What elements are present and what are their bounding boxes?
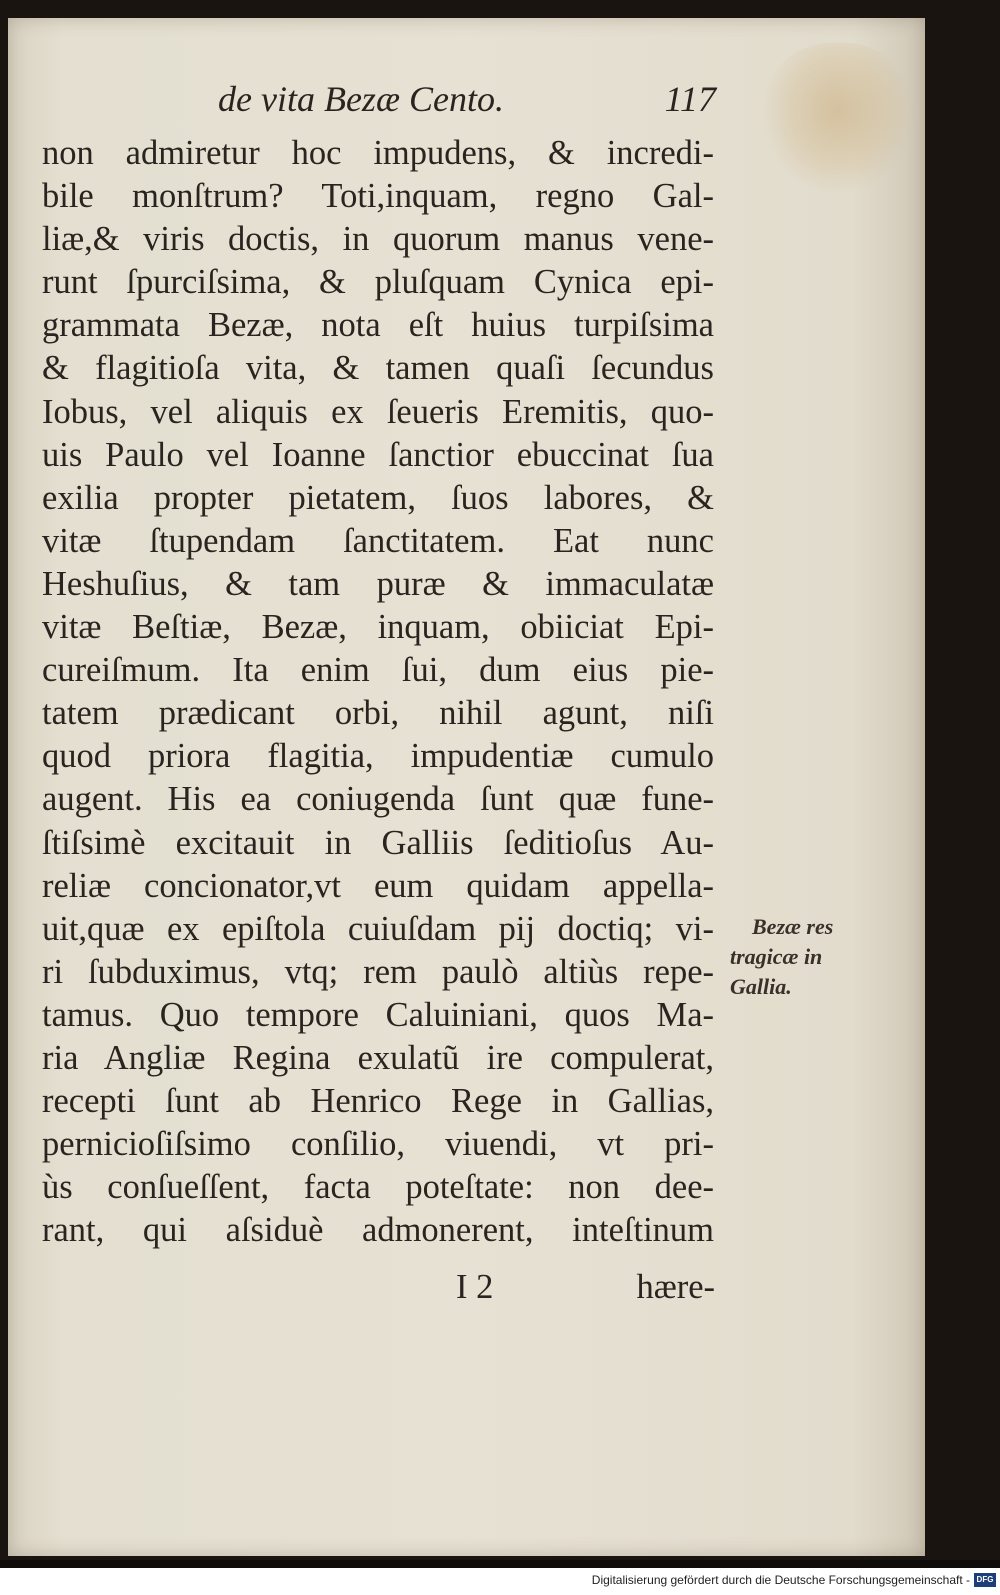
text-line: Iobus, vel aliquis ex ſeueris Eremitis, quo- (42, 392, 714, 431)
running-title: de vita Bezæ Cento. (218, 79, 504, 119)
text-line: ſtiſsimè excitauit in Galliis ſeditioſus Au- (42, 823, 714, 862)
text-line: uis Paulo vel Ioanne ſanctior ebuccinat ſua (42, 435, 714, 474)
dfg-logo: DFG (974, 1573, 996, 1587)
text-line: ria Angliæ Regina exulatũ ire compulerat, (42, 1038, 714, 1077)
text-line: ùs conſueſſent, facta poteſtate: non dee- (42, 1168, 714, 1207)
catchword: hære- (636, 1268, 715, 1306)
marginal-note-line: tragicæ in (730, 944, 823, 969)
page-footer (450, 1264, 715, 1314)
text-line: ri ſubduximus, vtq; rem paulò altiùs repe- (42, 952, 714, 991)
text-line: recepti ſunt ab Henrico Rege in Gallias, (42, 1082, 714, 1121)
credit-bar (0, 1568, 1000, 1595)
body-text (42, 132, 714, 1252)
water-stain (763, 43, 913, 193)
marginal-note-line: Gallia. (730, 974, 792, 999)
text-line: pernicioſiſsimo conſilio, viuendi, vt pri- (42, 1125, 714, 1164)
text-line: tamus. Quo tempore Caluiniani, quos Ma- (42, 995, 714, 1034)
text-line: grammata Bezæ, nota eſt huius turpiſsima (42, 306, 714, 345)
page-header (218, 70, 718, 130)
signature-mark: I 2 (456, 1268, 494, 1306)
text-line: reliæ concionator,vt eum quidam appella- (42, 866, 714, 905)
text-line: runt ſpurciſsima, & pluſquam Cynica epi- (42, 263, 714, 302)
text-line: & flagitioſa vita, & tamen quaſi ſecundus (42, 349, 714, 388)
credit-text: Digitalisierung gefördert durch die Deutsche Forschungsgemeinschaft - (591, 1573, 970, 1587)
text-line: uit,quæ ex epiſtola cuiuſdam pij doctiq; vi- (42, 909, 714, 948)
text-line: quod priora flagitia, impudentiæ cumulo (42, 737, 714, 776)
marginal-note-line: Bezæ res (752, 914, 834, 939)
text-line: vitæ Beſtiæ, Bezæ, inquam, obiiciat Epi- (42, 608, 714, 647)
text-line: Heshuſius, & tam puræ & immaculatæ (42, 564, 714, 603)
text-line: bile monſtrum? Toti,inquam, regno Gal- (42, 177, 714, 216)
marginal-note (730, 912, 850, 1002)
text-line: tatem prædicant orbi, nihil agunt, niſi (42, 694, 714, 733)
text-line: exilia propter pietatem, ſuos labores, & (42, 478, 714, 517)
text-line: augent. His ea coniugenda ſunt quæ fune- (42, 780, 714, 819)
text-line: cureiſmum. Ita enim ſui, dum eius pie- (42, 651, 714, 690)
text-line: rant, qui aſsiduè admonerent, inteſtinum (42, 1211, 714, 1250)
text-line: non admiretur hoc impudens, & incredi- (42, 134, 714, 172)
text-line: vitæ ſtupendam ſanctitatem. Eat nunc (42, 521, 714, 560)
page-number: 117 (664, 79, 716, 119)
text-line: liæ,& viris doctis, in quorum manus vene- (42, 220, 714, 259)
